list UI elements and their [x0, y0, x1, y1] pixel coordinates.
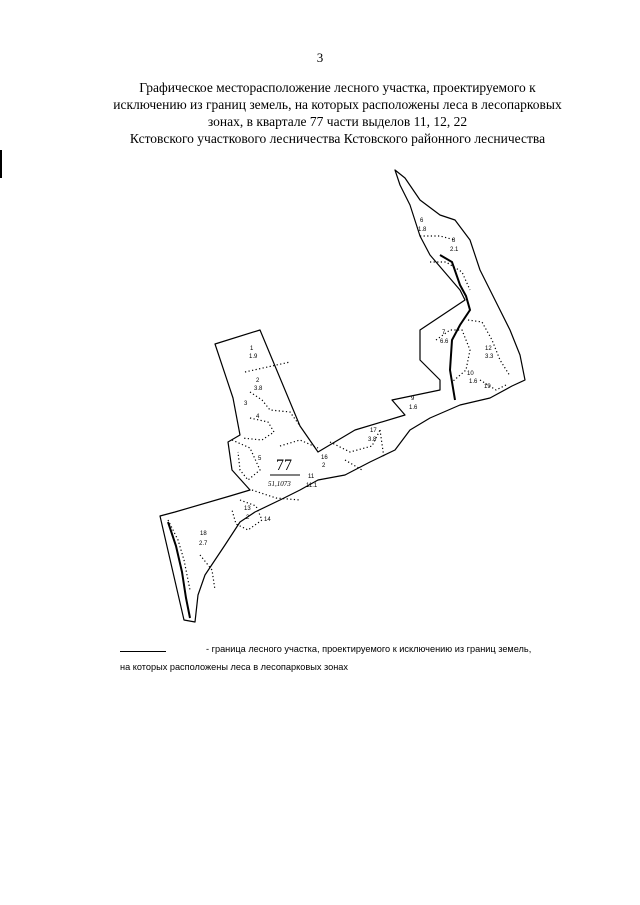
quarter-area: 51,1073 [268, 480, 291, 488]
plot-13-area: 2 [246, 515, 250, 521]
plot-3-number: 3 [244, 401, 248, 407]
plot-5-number: 5 [258, 456, 262, 462]
plot-2-number: 2 [256, 378, 260, 384]
plot-6-number: 6 [420, 218, 424, 224]
plot-17-area: 3.8 [368, 437, 377, 443]
page-number: 3 [316, 50, 324, 65]
title-line: зонах, в квартале 77 части выделов 11, 12, 22 [207, 114, 468, 129]
plot-16-area: 2 [322, 463, 326, 469]
plot-1-number: 1 [250, 346, 254, 352]
plot-12-number: 12 [485, 346, 492, 352]
plot-2-area: 3.8 [254, 386, 263, 392]
plot-10-number: 10 [467, 371, 474, 377]
plot-11-number: 11 [308, 474, 315, 480]
plot-11-area: 11.1 [306, 483, 318, 489]
quarter-outline [160, 170, 525, 622]
plot-labels [199, 218, 494, 547]
plot-12-area: 3.3 [485, 354, 494, 360]
quarter-number: 77 [276, 457, 292, 474]
plot-18-number: 18 [200, 531, 207, 537]
legend-line-symbol [120, 651, 166, 652]
legend-text-line-2: на которых расположены леса в лесопарковых зонах [120, 662, 348, 672]
plot-6-area: 1.8 [418, 227, 427, 233]
plot-19-number: 19 [484, 384, 491, 390]
title-line: Кстовского участкового лесничества Кстовского районного лесничества [129, 131, 546, 146]
plot-16-number: 16 [321, 455, 328, 461]
plot-9-area: 1.6 [409, 405, 418, 411]
legend-text-line-1: - граница лесного участка, проектируемого к исключению из границ земель, [206, 644, 532, 654]
plot-9-number: 9 [411, 396, 415, 402]
plot-7-number: 7 [442, 330, 446, 336]
plot-14-number: 14 [264, 517, 271, 523]
title-line: Графическое месторасположение лесного участка, проектируемого к [139, 80, 536, 95]
plot-8-number: 8 [452, 238, 456, 244]
plot-1-area: 1.9 [249, 354, 258, 360]
plot-7-area: 6.6 [440, 339, 449, 345]
plot-17-number: 17 [370, 428, 377, 434]
plot-10-area: 1.6 [469, 379, 478, 385]
title-line: исключению из границ земель, на которых расположены леса в лесопарковых [113, 97, 562, 112]
plot-4-number: 4 [256, 414, 260, 420]
plot-8-area: 2.1 [450, 247, 459, 253]
plot-18-area: 2.7 [199, 541, 208, 547]
plot-13-number: 13 [244, 506, 251, 512]
